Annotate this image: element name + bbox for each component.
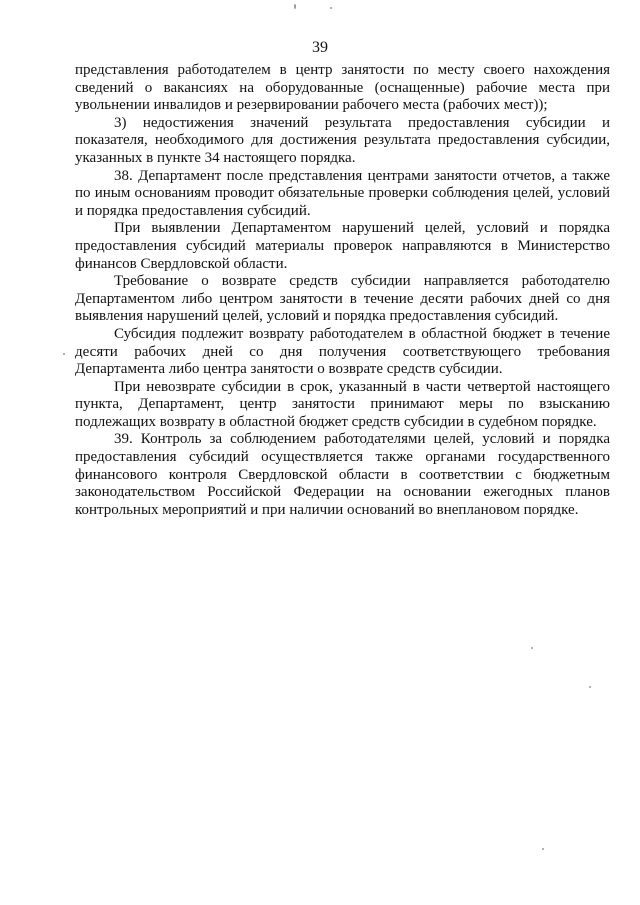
scan-speck	[294, 4, 296, 9]
page-number: 39	[312, 39, 328, 56]
paragraph-continuation: представления работодателем в центр занятости по месту своего нахождения сведений о вакансиях на оборудованные (оснащенные) рабочие места при увольнении инвалидов и резервировании рабочего места (рабочих мест));	[75, 62, 610, 114]
paragraph-refund-demand: Требование о возврате средств субсидии направляется работодателю Департаментом либо центром занятости в течение десяти рабочих дней со дня выявления нарушений целей, условий и порядка предоставления субсидий.	[75, 273, 610, 325]
scan-speck	[531, 647, 533, 649]
paragraph-violations: При выявлении Департаментом нарушений целей, условий и порядка предоставления субсидий материалы проверок направляются в Министерство финансов Свердловской области.	[75, 220, 610, 272]
document-body	[75, 62, 610, 519]
scan-speck	[589, 686, 591, 688]
paragraph-clause-38: 38. Департамент после представления центрами занятости отчетов, а также по иным основаниям проводит обязательные проверки соблюдения целей, условий и порядка предоставления субсидий.	[75, 167, 610, 219]
paragraph-item-3: 3) недостижения значений результата предоставления субсидии и показателя, необходимого для достижения результата предоставления субсидии, указанных в пункте 34 настоящего порядка.	[75, 114, 610, 166]
scan-speck	[542, 848, 544, 850]
paragraph-refund-deadline: Субсидия подлежит возврату работодателем в областной бюджет в течение десяти рабочих дней со дня получения соответствующего требования Департамента либо центра занятости о возврате средств субсидии.	[75, 325, 610, 378]
scan-speck	[330, 7, 332, 9]
paragraph-clause-39: 39. Контроль за соблюдением работодателями целей, условий и порядка предоставления субсидий осуществляется также органами государственного финансового контроля Свердловской области в соответствии с бюджетным законодательством Российской Федерации на основании ежегодных планов контрольных мероприятий и при наличии оснований во внеплановом порядке.	[75, 431, 610, 518]
paragraph-non-refund: При невозврате субсидии в срок, указанный в части четвертой настоящего пункта, Департамент, центр занятости принимают меры по взысканию подлежащих возврату в областной бюджет средств субсидии в судебном порядке.	[75, 378, 610, 430]
scan-speck	[63, 353, 65, 355]
